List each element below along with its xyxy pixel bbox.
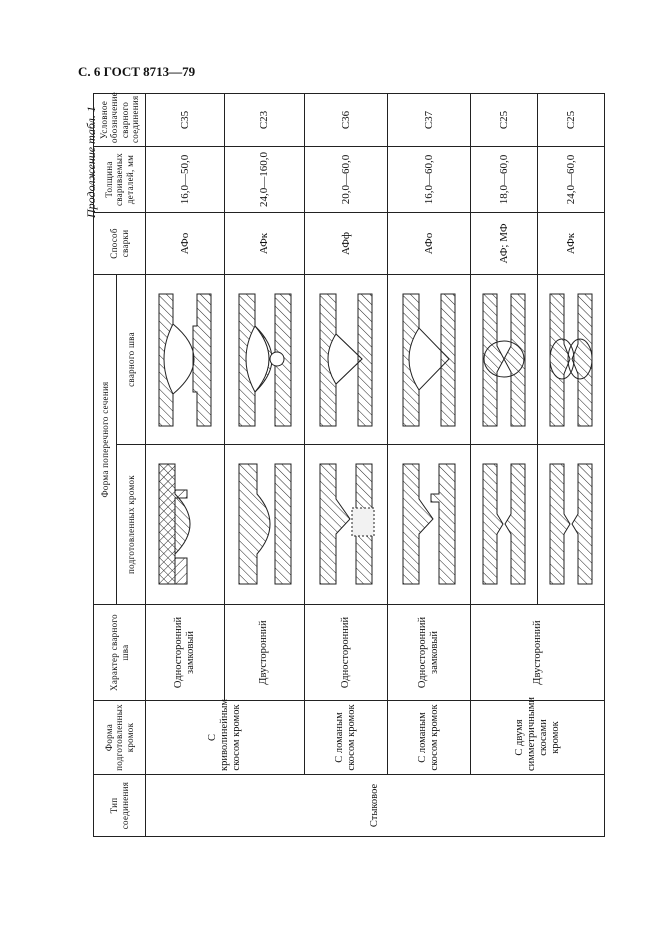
weld-character-cell: Односторонний замковый [388, 605, 471, 701]
method-cell: АФф [304, 212, 387, 274]
code-cell: С37 [388, 93, 471, 146]
weld-character-cell: Двусторонний [471, 605, 605, 701]
col-cross-section: Форма поперечного сечения [94, 274, 117, 604]
col-edge-form: Форма подготовленных кромок [94, 701, 146, 775]
edge-form-cell: С ломаным скосом кромок [388, 701, 471, 775]
edge-drawing [225, 445, 304, 605]
col-designation: Условное обозначение сварного соединения [94, 93, 146, 146]
method-cell: АФо [388, 212, 471, 274]
col-weld: сварного шва [116, 274, 145, 444]
thickness-cell: 24,0—160,0 [225, 146, 304, 212]
welding-table [93, 91, 605, 837]
thickness-cell: 20,0—60,0 [304, 146, 387, 212]
weld-character-cell: Односторонний замковый [146, 605, 225, 701]
method-cell: АФк [538, 212, 605, 274]
edge-drawing [146, 445, 225, 605]
thickness-cell: 16,0—50,0 [146, 146, 225, 212]
weld-drawing [225, 274, 304, 444]
thickness-cell: 24,0—60,0 [538, 146, 605, 212]
edge-drawing [471, 445, 538, 605]
weld-drawing [388, 274, 471, 444]
col-thickness: Толщина свариваемых деталей, мм [94, 146, 146, 212]
code-cell: С36 [304, 93, 387, 146]
page-title: С. 6 ГОСТ 8713—79 [78, 64, 196, 79]
col-joint-type: Тип соединения [94, 775, 146, 837]
edge-drawing [538, 445, 605, 605]
edge-drawing [304, 445, 387, 605]
method-cell: АФ; МФ [471, 212, 538, 274]
method-cell: АФо [146, 212, 225, 274]
edge-form-cell: С двумя симметричными скосами кромок [471, 701, 605, 775]
joint-type-cell: Стыковое [146, 775, 605, 837]
code-cell: С35 [146, 93, 225, 146]
edge-form-cell: С криволинейным скосом кромок [146, 701, 305, 775]
weld-drawing [304, 274, 387, 444]
thickness-cell: 18,0—60,0 [471, 146, 538, 212]
col-method: Способ сварки [94, 212, 146, 274]
col-weld-character: Характер сварного шва [94, 605, 146, 701]
weld-drawing [538, 274, 605, 444]
method-cell: АФк [225, 212, 304, 274]
edge-form-cell: С ломаным скосом кромок [304, 701, 387, 775]
weld-drawing [471, 274, 538, 444]
code-cell: С25 [471, 93, 538, 146]
thickness-cell: 16,0—60,0 [388, 146, 471, 212]
code-cell: С25 [538, 93, 605, 146]
code-cell: С23 [225, 93, 304, 146]
edge-drawing [388, 445, 471, 605]
weld-character-cell: Двусторонний [225, 605, 304, 701]
weld-character-cell: Односторонний [304, 605, 387, 701]
weld-drawing [146, 274, 225, 444]
table-continuation-label: Продолжение табл. 1 [84, 106, 98, 218]
col-prepared-edges: подготовленных кромок [116, 445, 145, 605]
